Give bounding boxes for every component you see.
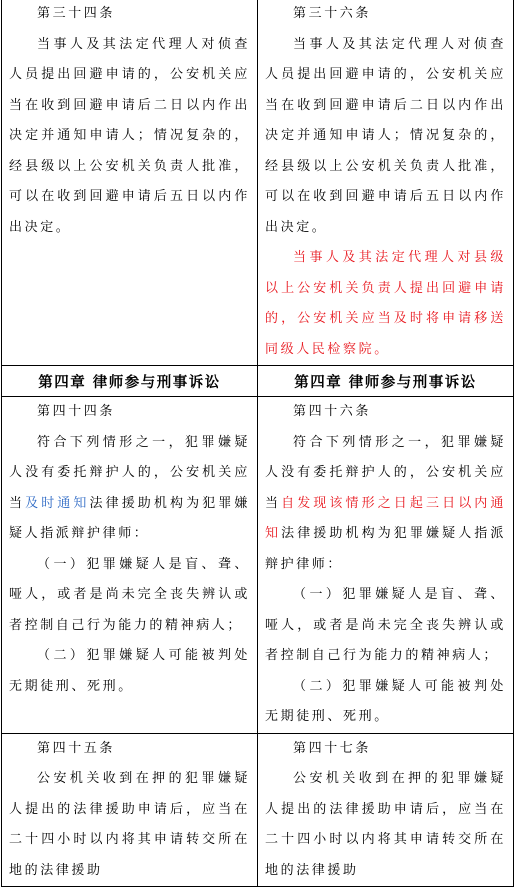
text-segment: 法律援助机构为犯罪嫌疑人指派辩护律师： [265,526,506,572]
changed-text: 及时通知 [25,495,90,511]
chapter-row [2,366,514,397]
list-item: （二）犯罪嫌疑人可能被判处无期徒刑、死刑。 [9,648,250,694]
article-text [9,428,250,550]
chapter-heading-left: 第四章 律师参与刑事诉讼 [2,366,258,397]
text-segment: 法律援助机构为犯罪嫌疑人指派辩护律师： [9,495,250,541]
right-cell [258,733,514,887]
article-text: 公安机关收到在押的犯罪嫌疑人提出的法律援助申请后，应当在二十四小时以内将其申请转交所在地的法律援助 [265,771,506,878]
changed-text: 自发现该情形之日起三日以内通知 [265,495,506,541]
comparison-table [1,0,514,887]
article-number: 第四十六条 [293,404,372,419]
chapter-heading-right: 第四章 律师参与刑事诉讼 [258,366,514,397]
left-cell [2,0,258,366]
left-cell [2,397,258,734]
list-item: （一）犯罪嫌疑人是盲、聋、哑人，或者是尚未完全丧失辨认或者控制自己行为能力的精神病人； [9,556,250,633]
right-cell [258,397,514,734]
article-text: 当事人及其法定代理人对侦查人员提出回避申请的，公安机关应当在收到回避申请后二日以内作出决定并通知申请人；情况复杂的，经县级以上公安机关负责人批准，可以在收到回避申请后五日以内作出决定。 [9,36,250,235]
table-row [2,733,514,887]
article-number: 第三十六条 [293,6,372,21]
article-text [265,428,506,581]
added-text: 当事人及其法定代理人对县级以上公安机关负责人提出回避申请的，公安机关应当及时将申请移送同级人民检察院。 [265,250,506,357]
table-row [2,397,514,734]
article-number: 第三十四条 [37,6,116,21]
article-number: 第四十四条 [37,404,116,419]
table-row [2,0,514,366]
article-text: 当事人及其法定代理人对侦查人员提出回避申请的，公安机关应当在收到回避申请后二日以内作出决定并通知申请人；情况复杂的，经县级以上公安机关负责人批准，可以在收到回避申请后五日以内作出决定。 [265,36,506,235]
list-item: （一）犯罪嫌疑人是盲、聋、哑人，或者是尚未完全丧失辨认或者控制自己行为能力的精神病人； [265,587,506,663]
list-item: （二）犯罪嫌疑人可能被判处无期徒刑、死刑。 [265,678,506,724]
article-text: 公安机关收到在押的犯罪嫌疑人提出的法律援助申请后，应当在二十四小时以内将其申请转交所在地的法律援助 [9,771,250,878]
text-segment: 符合下列情形之一，犯罪嫌疑人没有委托辩护人的，公安机关应当 [265,434,506,511]
article-number: 第四十五条 [37,740,116,756]
text-segment: 符合下列情形之一，犯罪嫌疑人没有委托辩护人的，公安机关应当 [9,434,250,511]
article-number: 第四十七条 [293,740,372,756]
left-cell [2,733,258,887]
right-cell [258,0,514,366]
